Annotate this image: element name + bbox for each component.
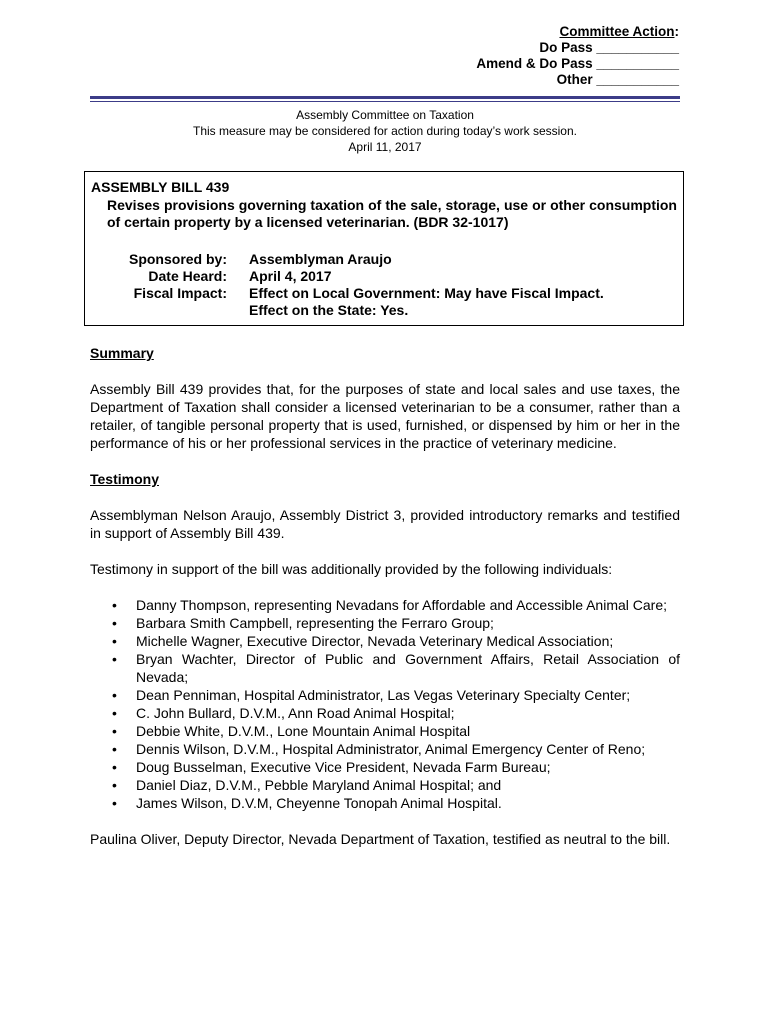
bullet: • [112,759,117,775]
list-item: • C. John Bullard, D.V.M., Ann Road Animal Hospital; [112,705,455,721]
support-intro: Testimony in support of the bill was additionally provided by the following individuals: [90,561,613,577]
meta-label: Sponsored by: [128,251,227,267]
meta-value: April 4, 2017 [249,268,332,284]
meta-value: Effect on the State: Yes. [249,302,409,318]
bullet: • [112,723,117,739]
session-header [90,107,680,155]
list-item: • Daniel Diaz, D.V.M., Pebble Maryland Animal Hospital; and [112,777,502,793]
amend-do-pass-line: Amend & Do Pass ___________ [476,56,679,71]
bullet: • [112,597,117,613]
list-item: • Danny Thompson, representing Nevadans for Affordable and Accessible Animal Care; [112,597,668,613]
header-rule-thin [90,101,680,102]
bullet: • [112,795,117,811]
bill-box [84,171,684,326]
list-item: • Dennis Wilson, D.V.M., Hospital Administrator, Animal Emergency Center of Reno; [112,741,646,757]
meta-row-fiscal-impact [85,285,683,302]
committee-action-block [476,24,679,88]
meta-row-date-heard [85,268,683,285]
do-pass-line: Do Pass ___________ [539,40,679,55]
list-item: • Doug Busselman, Executive Vice President, Nevada Farm Bureau; [112,759,551,775]
list-item: • James Wilson, D.V.M, Cheyenne Tonopah Animal Hospital. [112,795,502,811]
session-note: This measure may be considered for action during today’s work session. [193,124,577,138]
summary-text: Assembly Bill 439 provides that, for the purposes of state and local sales and use taxes, the Department of Taxation shall consider a licensed veterinarian to be a consumer, rather than a retailer, of tangible personal property that is used, furnished, or dispensed by him or her in the performance of his or her professional services in the practice of veterinary medicine. [90,381,680,451]
testimony-intro: Assemblyman Nelson Araujo, Assembly District 3, provided introductory remarks and testified in support of Assembly Bill 439. [90,507,680,541]
committee-name: Assembly Committee on Taxation [296,108,474,122]
list-item: • Dean Penniman, Hospital Administrator, Las Vegas Veterinary Specialty Center; [112,687,631,703]
document-body [90,344,680,848]
bullet: • [112,615,117,631]
bullet: • [112,687,117,703]
meta-label: Fiscal Impact: [133,285,227,301]
bullet: • [112,705,117,721]
testimony-heading: Testimony [90,471,159,487]
meta-row-state-effect [85,302,683,319]
committee-action-heading: Committee Action: [559,24,679,39]
list-item: • Michelle Wagner, Executive Director, Nevada Veterinary Medical Association; [112,633,614,649]
list-item: • Debbie White, D.V.M., Lone Mountain Animal Hospital [112,723,471,739]
list-item: • Bryan Wachter, Director of Public and Government Affairs, Retail Association of Nevada; [112,651,680,685]
bullet: • [112,741,117,757]
bullet: • [112,777,117,793]
meta-value: Assemblyman Araujo [249,251,392,267]
summary-heading: Summary [90,345,154,361]
session-date: April 11, 2017 [348,140,422,154]
meta-value: Effect on Local Government: May have Fiscal Impact. [249,285,604,301]
bill-description: Revises provisions governing taxation of the sale, storage, use or other consumption of certain property by a licensed veterinarian. (BDR 32-1017) [107,197,677,230]
witness-list [90,596,680,812]
meta-label: Date Heard: [148,268,227,284]
list-item: • Barbara Smith Campbell, representing the Ferraro Group; [112,615,494,631]
other-line: Other ___________ [556,72,679,87]
meta-row-sponsor [85,251,683,268]
bullet: • [112,651,117,667]
bill-title: ASSEMBLY BILL 439 [91,179,230,195]
bullet: • [112,633,117,649]
bill-meta [85,251,683,319]
neutral-testimony: Paulina Oliver, Deputy Director, Nevada Department of Taxation, testified as neutral to the bill. [90,831,671,847]
header-rule-thick [90,96,680,99]
